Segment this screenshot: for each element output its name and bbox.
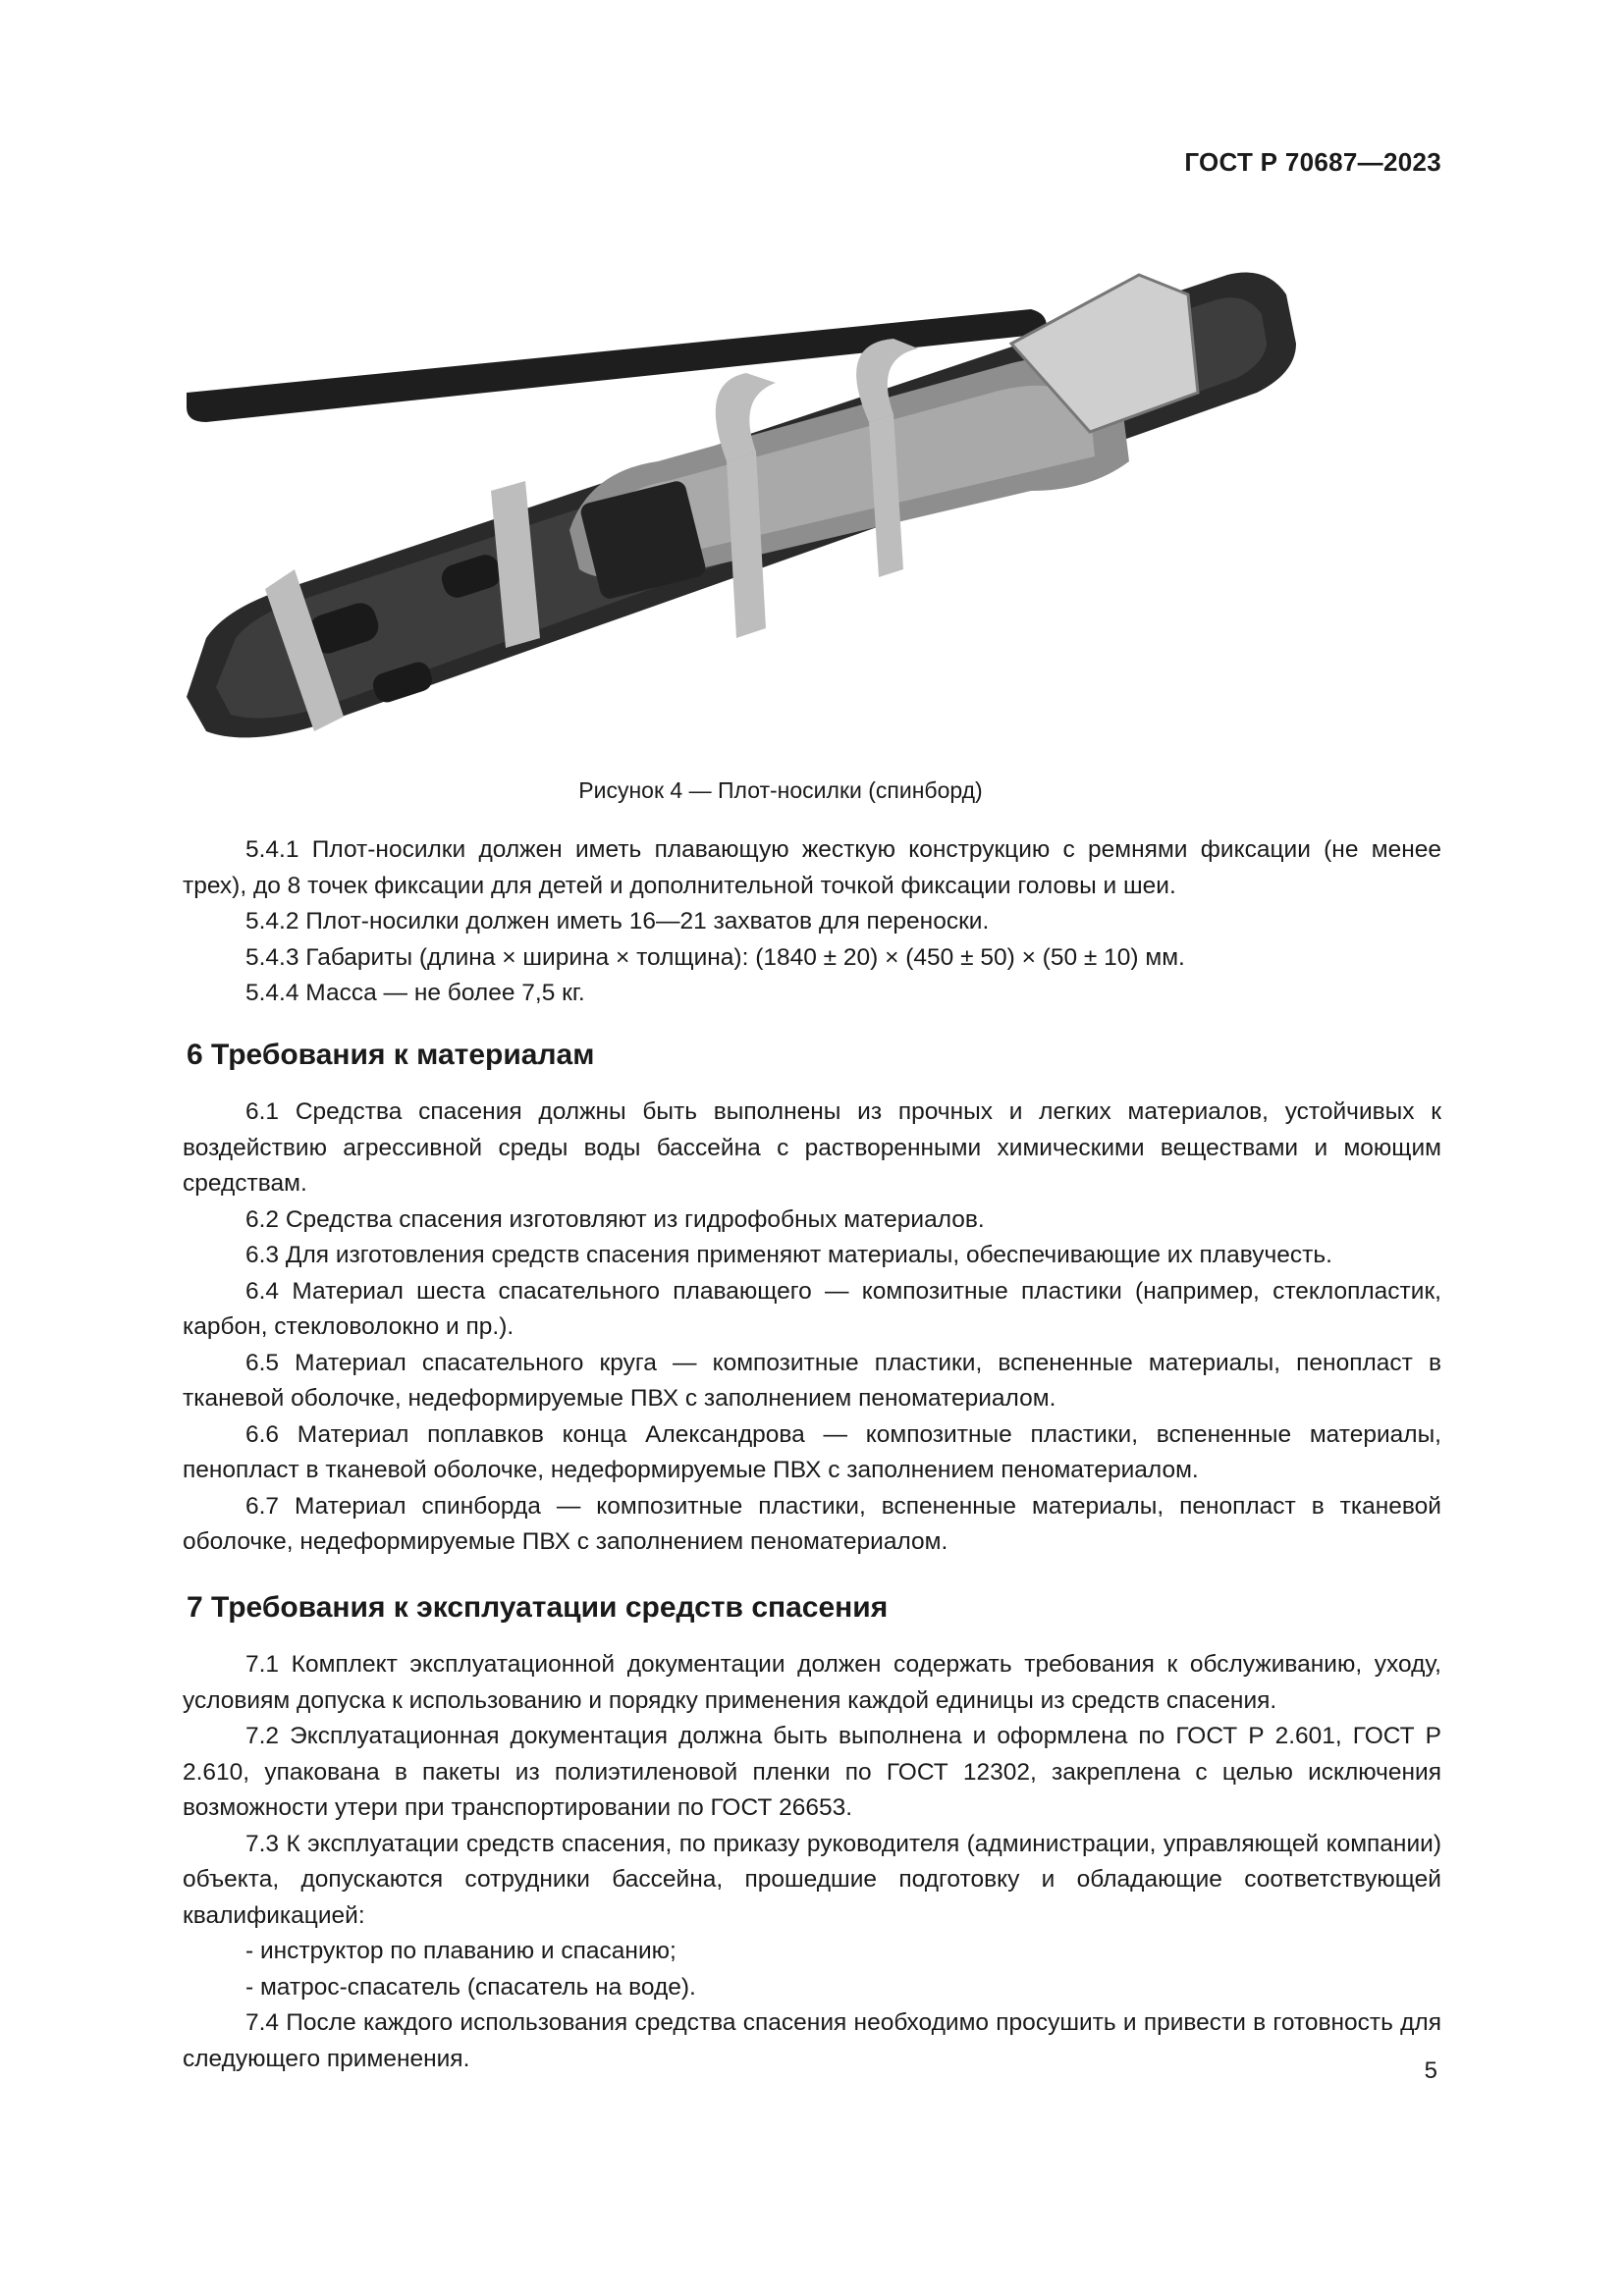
paragraph-5-4-4: 5.4.4 Масса — не более 7,5 кг. (245, 980, 585, 1006)
paragraph-7-1: 7.1 Комплект эксплуатационной документации должен содержать требования к обслуживанию, уходу, условиям допуска к использованию и порядку применения каждой единицы из средств спасения. (183, 1651, 1441, 1714)
paragraph-5-4-2: 5.4.2 Плот-носилки должен иметь 16—21 захватов для переноски. (245, 908, 990, 934)
list-item-lifeguard: - матрос-спасатель (спасатель на воде). (245, 1973, 696, 2001)
list-item-instructor: - инструктор по плаванию и спасанию; (245, 1938, 677, 1964)
spineboard-figure (147, 236, 1424, 766)
paragraph-6-1: 6.1 Средства спасения должны быть выполнены из прочных и легких материалов, устойчивых к воздействию агрессивной среды воды бассейна с растворенными химическими веществами и моющим средствам. (183, 1098, 1441, 1197)
paragraph-7-4: 7.4 После каждого использования средства спасения необходимо просушить и привести в готовность для следующего применения. (183, 2009, 1441, 2072)
document-body (183, 832, 1441, 2077)
spineboard-illustration (147, 236, 1424, 766)
paragraph-6-5: 6.5 Материал спасательного круга — композитные пластики, вспененные материалы, пенопласт в тканевой оболочке, недеформируемые ПВХ с заполнением пеноматериалом. (183, 1349, 1441, 1412)
document-code-header: ГОСТ Р 70687—2023 (1184, 147, 1441, 177)
paragraph-6-2: 6.2 Средства спасения изготовляют из гидрофобных материалов. (245, 1205, 985, 1233)
section-6-heading: 6 Требования к материалам (187, 1038, 595, 1071)
paragraph-7-2: 7.2 Эксплуатационная документация должна быть выполнена и оформлена по ГОСТ Р 2.601, ГОСТ Р 2.610, упакована в пакеты из полиэтиленовой пленки по ГОСТ 12302, закреплена с целью исключения возможности утери при транспортировании по ГОСТ 26653. (183, 1723, 1441, 1821)
section-7-heading: 7 Требования к эксплуатации средств спасения (187, 1590, 889, 1624)
page-number: 5 (1424, 2057, 1437, 2084)
paragraph-7-3: 7.3 К эксплуатации средств спасения, по приказу руководителя (администрации, управляющей компании) объекта, допускаются сотрудники бассейна, прошедшие подготовку и обладающие соответствующей квалификацией: (183, 1830, 1441, 1929)
paragraph-6-6: 6.6 Материал поплавков конца Александрова — композитные пластики, вспененные материалы, пенопласт в тканевой оболочке, недеформируемые ПВХ с заполнением пеноматериалом. (183, 1420, 1441, 1483)
paragraph-6-4: 6.4 Материал шеста спасательного плавающего — композитные пластики (например, стеклопластик, карбон, стекловолокно и пр.). (183, 1277, 1441, 1340)
paragraph-5-4-3: 5.4.3 Габариты (длина × ширина × толщина): (1840 ± 20) × (450 ± 50) × (50 ± 10) мм. (245, 943, 1185, 971)
paragraph-6-7: 6.7 Материал спинборда — композитные пластики, вспененные материалы, пенопласт в тканевой оболочке, недеформируемые ПВХ с заполнением пеноматериалом. (183, 1492, 1441, 1555)
paragraph-6-3: 6.3 Для изготовления средств спасения применяют материалы, обеспечивающие их плавучесть. (245, 1242, 1332, 1268)
paragraph-5-4-1: 5.4.1 Плот-носилки должен иметь плавающую жесткую конструкцию с ремнями фиксации (не менее трех), до 8 точек фиксации для детей и дополнительной точкой фиксации головы и шеи. (183, 836, 1441, 899)
figure-caption: Рисунок 4 — Плот-носилки (спинборд) (578, 777, 983, 803)
